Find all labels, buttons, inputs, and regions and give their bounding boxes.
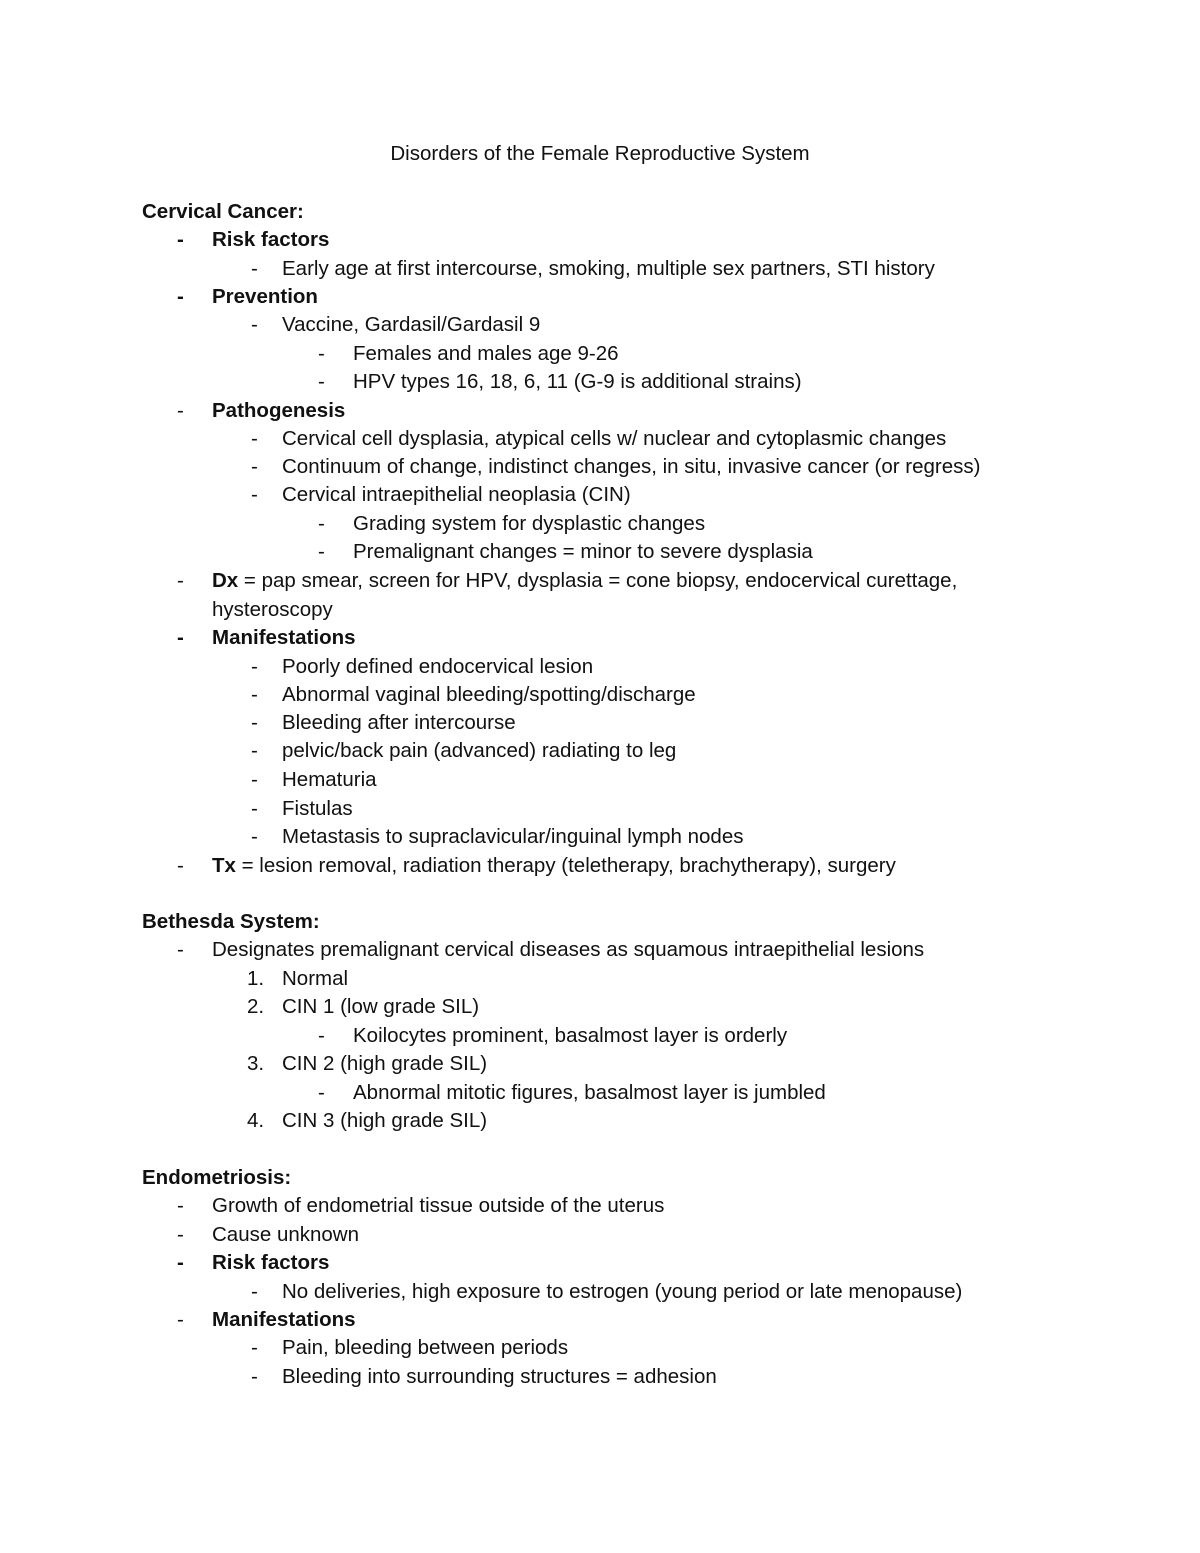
list-item: Bleeding into surrounding structures = adhesion — [282, 1365, 717, 1388]
bullet-dash: - — [251, 427, 258, 450]
dx-text: = pap smear, screen for HPV, dysplasia = cone biopsy, endocervical curettage, — [238, 569, 958, 592]
list-item: Growth of endometrial tissue outside of the uterus — [212, 1194, 665, 1217]
bullet-dash: - — [318, 370, 325, 393]
list-item: Abnormal vaginal bleeding/spotting/discharge — [282, 683, 696, 706]
list-item-dx — [212, 568, 957, 594]
subheading-manifestations: Manifestations — [212, 1308, 356, 1331]
bullet-dash: - — [251, 797, 258, 820]
bullet-dash: - — [251, 739, 258, 762]
list-item: Continuum of change, indistinct changes, in situ, invasive cancer (or regress) — [282, 455, 981, 478]
bullet-dash: - — [251, 483, 258, 506]
bullet-dash: - — [177, 1223, 184, 1246]
bullet-dash: - — [251, 825, 258, 848]
bullet-dash: - — [177, 399, 184, 422]
bullet-dash: - — [251, 257, 258, 280]
list-item: Grading system for dysplastic changes — [353, 512, 706, 535]
list-number: 2. — [247, 995, 265, 1018]
list-item-dx-continued: hysteroscopy — [212, 598, 333, 621]
numbered-item: CIN 2 (high grade SIL) — [282, 1052, 488, 1075]
bullet-dash: - — [251, 683, 258, 706]
list-item: Abnormal mitotic figures, basalmost layer is jumbled — [353, 1081, 826, 1104]
subheading-prevention: Prevention — [212, 285, 318, 308]
list-item: No deliveries, high exposure to estrogen (young period or late menopause) — [282, 1280, 963, 1303]
bullet-dash: - — [177, 285, 184, 308]
page-title: Disorders of the Female Reproductive System — [390, 142, 810, 165]
list-item: pelvic/back pain (advanced) radiating to leg — [282, 739, 677, 762]
bullet-dash: - — [177, 228, 184, 251]
subheading-risk-factors: Risk factors — [212, 228, 330, 251]
subheading-manifestations: Manifestations — [212, 626, 356, 649]
numbered-item: Normal — [282, 967, 349, 990]
list-item: Females and males age 9-26 — [353, 342, 619, 365]
bullet-dash: - — [177, 569, 184, 592]
list-item: Hematuria — [282, 768, 377, 791]
list-item: Bleeding after intercourse — [282, 711, 516, 734]
list-item: Vaccine, Gardasil/Gardasil 9 — [282, 313, 541, 336]
bullet-dash: - — [318, 1081, 325, 1104]
bullet-dash: - — [318, 512, 325, 535]
bullet-dash: - — [251, 1280, 258, 1303]
section-heading-endometriosis: Endometriosis: — [142, 1166, 292, 1189]
numbered-item: CIN 1 (low grade SIL) — [282, 995, 480, 1018]
bullet-dash: - — [318, 342, 325, 365]
bullet-dash: - — [251, 768, 258, 791]
list-item: Poorly defined endocervical lesion — [282, 655, 594, 678]
tx-label: Tx — [212, 854, 236, 877]
tx-text: = lesion removal, radiation therapy (teletherapy, brachytherapy), surgery — [235, 854, 896, 877]
bullet-dash: - — [251, 1365, 258, 1388]
subheading-risk-factors: Risk factors — [212, 1251, 330, 1274]
bullet-dash: - — [177, 626, 184, 649]
list-item: Pain, bleeding between periods — [282, 1336, 569, 1359]
section-heading-cervical-cancer: Cervical Cancer: — [142, 200, 304, 223]
bullet-dash: - — [177, 1194, 184, 1217]
bullet-dash: - — [251, 711, 258, 734]
list-item: Cause unknown — [212, 1223, 360, 1246]
bullet-dash: - — [251, 313, 258, 336]
list-item: Koilocytes prominent, basalmost layer is orderly — [353, 1024, 788, 1047]
list-item: Metastasis to supraclavicular/inguinal lymph nodes — [282, 825, 744, 848]
list-item: Premalignant changes = minor to severe dysplasia — [353, 540, 813, 563]
list-number: 1. — [247, 967, 265, 990]
bullet-dash: - — [251, 655, 258, 678]
list-item: Cervical intraepithelial neoplasia (CIN) — [282, 483, 631, 506]
bullet-dash: - — [177, 938, 184, 961]
section-heading-bethesda-system: Bethesda System: — [142, 910, 320, 933]
list-item: Early age at first intercourse, smoking, multiple sex partners, STI history — [282, 257, 935, 280]
dx-label: Dx — [212, 569, 239, 592]
list-number: 4. — [247, 1109, 265, 1132]
bullet-dash: - — [177, 1308, 184, 1331]
bullet-dash: - — [251, 1336, 258, 1359]
list-item: Designates premalignant cervical diseases as squamous intraepithelial lesions — [212, 938, 925, 961]
bullet-dash: - — [177, 1251, 184, 1274]
list-item: Fistulas — [282, 797, 353, 820]
numbered-item: CIN 3 (high grade SIL) — [282, 1109, 488, 1132]
subheading-pathogenesis: Pathogenesis — [212, 399, 346, 422]
bullet-dash: - — [318, 540, 325, 563]
list-item-tx — [212, 853, 896, 879]
list-item: HPV types 16, 18, 6, 11 (G-9 is additional strains) — [353, 370, 802, 393]
bullet-dash: - — [177, 854, 184, 877]
bullet-dash: - — [251, 455, 258, 478]
bullet-dash: - — [318, 1024, 325, 1047]
list-number: 3. — [247, 1052, 265, 1075]
list-item: Cervical cell dysplasia, atypical cells w/ nuclear and cytoplasmic changes — [282, 427, 947, 450]
